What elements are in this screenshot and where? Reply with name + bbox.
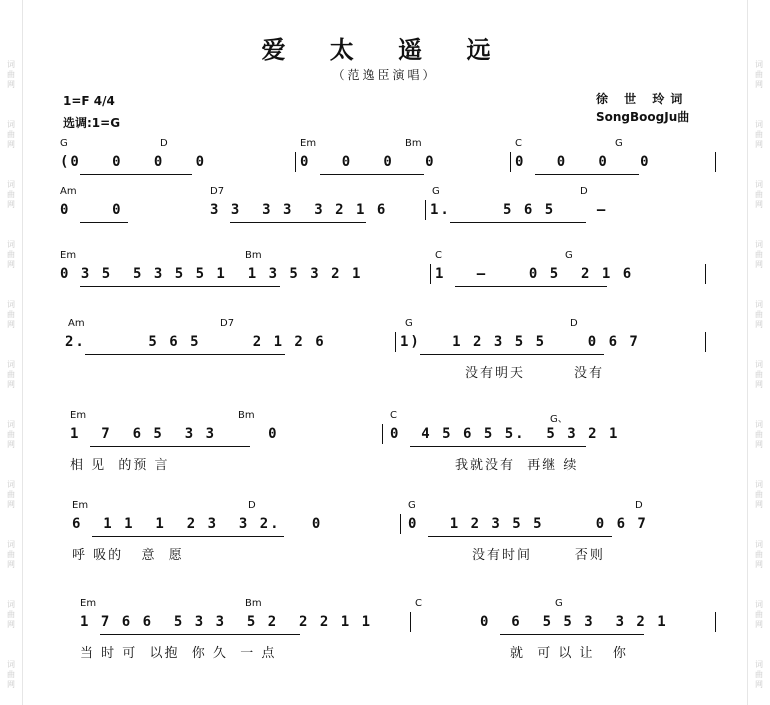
watermark-text: 词 曲 网 <box>755 540 763 569</box>
watermark-text: 词 曲 网 <box>7 60 15 89</box>
chord-symbol: D <box>248 500 256 511</box>
chord-symbol: C <box>435 250 442 261</box>
lyric-line: 就 可 以 让 你 <box>510 646 628 661</box>
chord-symbol: G <box>408 500 416 511</box>
chord-symbol: Em <box>70 410 87 421</box>
composer-credit: SongBoogJu曲 <box>596 110 690 124</box>
note-sequence: 1. 5 6 5 – <box>430 202 608 218</box>
watermark-text: 词 曲 网 <box>7 480 15 509</box>
lyric-line: 没有明天 没有 <box>465 366 605 381</box>
chord-symbol: G <box>565 250 573 261</box>
chord-symbol: D7 <box>210 186 225 197</box>
watermark-text: 词 曲 网 <box>7 180 15 209</box>
watermark-text: 词 曲 网 <box>755 480 763 509</box>
watermark-text: 词 曲 网 <box>7 660 15 689</box>
beat-underline <box>80 222 128 223</box>
lyric-line: 我就没有 再继 续 <box>455 458 579 473</box>
barline <box>715 152 716 172</box>
chord-symbol: G <box>432 186 440 197</box>
watermark-text: 词 曲 网 <box>7 600 15 629</box>
chord-symbol: Bm <box>245 598 262 609</box>
barline <box>705 332 706 352</box>
barline <box>705 264 706 284</box>
chord-symbol: G <box>60 138 68 149</box>
staff-row <box>60 250 720 320</box>
chord-symbol: D <box>160 138 168 149</box>
note-sequence: 0 4 5 6 5 5. 5 3 2 1 <box>390 426 620 442</box>
barline <box>715 612 716 632</box>
note-sequence: 1 7 6 5 3 3 0 <box>70 426 279 442</box>
lyricist-credit: 徐 世 玲词 <box>596 92 689 106</box>
chord-symbol: Bm <box>405 138 422 149</box>
chord-symbol: D <box>580 186 588 197</box>
watermark-text: 词 曲 网 <box>755 240 763 269</box>
watermark-text: 词 曲 网 <box>7 300 15 329</box>
barline <box>425 200 426 220</box>
beat-underline <box>230 222 366 223</box>
watermark-text: 词 曲 网 <box>755 180 763 209</box>
watermark-text: 词 曲 网 <box>755 360 763 389</box>
beat-underline <box>100 634 300 635</box>
note-sequence: 1 – 0 5 2 1 6 <box>435 266 634 282</box>
beat-underline <box>500 634 644 635</box>
watermark-text: 词 曲 网 <box>755 600 763 629</box>
note-sequence: 0 0 0 0 <box>300 154 436 170</box>
note-sequence: (0 0 0 0 <box>60 154 207 170</box>
staff-row <box>60 598 720 668</box>
beat-underline <box>80 174 192 175</box>
watermark-text: 词 曲 网 <box>7 360 15 389</box>
watermark-text: 词 曲 网 <box>7 240 15 269</box>
note-sequence: 2. 5 6 5 2 1 2 6 <box>65 334 326 350</box>
note-sequence: 1 7 6 6 5 3 3 5 2 2 2 1 1 <box>80 614 373 630</box>
watermark-text: 词 曲 网 <box>755 300 763 329</box>
chord-symbol: Bm <box>245 250 262 261</box>
chord-symbol: Am <box>68 318 85 329</box>
chord-symbol: Em <box>60 250 77 261</box>
chord-symbol: C <box>415 598 422 609</box>
note-sequence: 0 0 0 0 <box>515 154 651 170</box>
note-sequence: 0 0 <box>60 202 123 218</box>
selected-key: 选调:1=G <box>63 116 121 130</box>
barline <box>510 152 511 172</box>
staff-row <box>60 318 720 388</box>
chord-symbol: C <box>515 138 522 149</box>
beat-underline <box>455 286 607 287</box>
barline <box>400 514 401 534</box>
beat-underline <box>535 174 639 175</box>
watermark-text: 词 曲 网 <box>755 120 763 149</box>
note-sequence: 0 1 2 3 5 5 0 6 7 <box>408 516 648 532</box>
watermark-text: 词 曲 网 <box>755 60 763 89</box>
chord-symbol: G <box>405 318 413 329</box>
chord-symbol: C <box>390 410 397 421</box>
lyric-line: 呼 吸的 意 愿 <box>72 548 184 563</box>
beat-underline <box>410 446 586 447</box>
beat-underline <box>320 174 424 175</box>
barline <box>382 424 383 444</box>
barline <box>395 332 396 352</box>
barline <box>410 612 411 632</box>
watermark-text: 词 曲 网 <box>755 660 763 689</box>
note-sequence: 6 1 1 1 2 3 3 2. 0 <box>72 516 323 532</box>
note-sequence: 0 6 5 5 3 3 2 1 <box>480 614 668 630</box>
chord-symbol: D <box>570 318 578 329</box>
lyric-line: 没有时间 否则 <box>472 548 605 563</box>
chord-symbol: Em <box>300 138 317 149</box>
note-sequence: 0 3 5 5 3 5 5 1 1 3 5 3 2 1 <box>60 266 363 282</box>
note-sequence: 1) 1 2 3 5 5 0 6 7 <box>400 334 640 350</box>
beat-underline <box>80 286 280 287</box>
chord-symbol: D <box>635 500 643 511</box>
beat-underline <box>428 536 612 537</box>
key-signature: 1=F 4/4 <box>63 94 115 108</box>
chord-symbol: Bm <box>238 410 255 421</box>
barline <box>430 264 431 284</box>
watermark-text: 词 曲 网 <box>7 120 15 149</box>
beat-underline <box>85 354 285 355</box>
chord-symbol: G、 <box>550 414 568 425</box>
right-watermark-strip <box>747 0 770 705</box>
song-title: 爱 太 遥 远 <box>261 35 509 64</box>
lyric-line: 相 见 的预 言 <box>70 458 170 473</box>
watermark-text: 词 曲 网 <box>7 420 15 449</box>
beat-underline <box>420 354 604 355</box>
chord-symbol: D7 <box>220 318 235 329</box>
performer-note: （范逸臣演唱） <box>332 68 438 82</box>
note-sequence: 3 3 3 3 3 2 1 6 <box>210 202 388 218</box>
staff-row <box>60 410 720 480</box>
chord-symbol: G <box>615 138 623 149</box>
staff-row <box>60 500 720 570</box>
left-watermark-strip <box>0 0 23 705</box>
beat-underline <box>92 536 284 537</box>
lyric-line: 当 时 可 以抱 你 久 一 点 <box>80 646 277 661</box>
chord-symbol: Am <box>60 186 77 197</box>
staff-row <box>60 186 720 256</box>
chord-symbol: G <box>555 598 563 609</box>
chord-symbol: Em <box>80 598 97 609</box>
watermark-text: 词 曲 网 <box>755 420 763 449</box>
beat-underline <box>90 446 250 447</box>
barline <box>295 152 296 172</box>
chord-symbol: Em <box>72 500 89 511</box>
beat-underline <box>450 222 586 223</box>
watermark-text: 词 曲 网 <box>7 540 15 569</box>
